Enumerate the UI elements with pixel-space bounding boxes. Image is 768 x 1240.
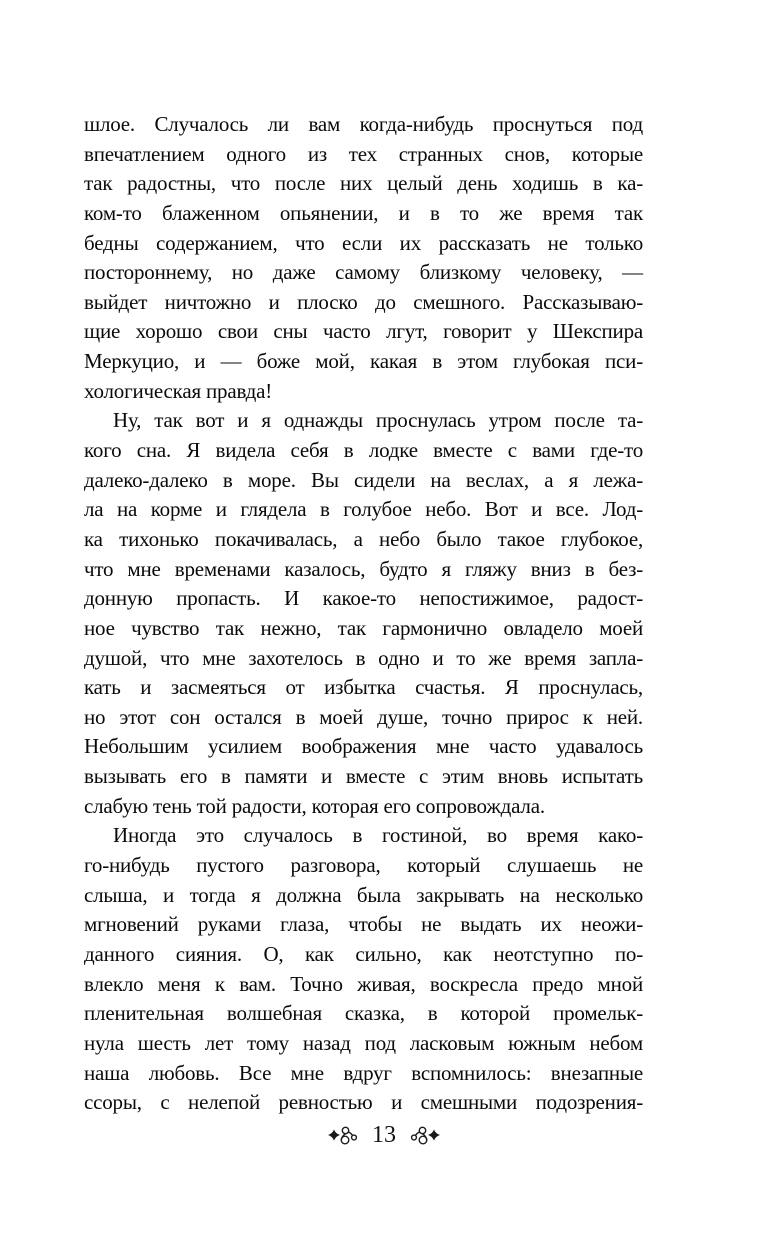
text-line: го-нибудь пустого разговора, который слушаешь не [84, 853, 643, 878]
text-line: бедны содержанием, что если их рассказать не только [84, 230, 643, 255]
page-footer [0, 1118, 768, 1152]
text-line: ссоры, с нелепой ревностью и смешными подозрения- [84, 1090, 643, 1115]
text-line: постороннему, но даже самому близкому человеку, — [84, 260, 643, 285]
text-line: что мне временами казалось, будто я гляжу вниз в без- [84, 556, 643, 581]
text-line: впечатлением одного из тех странных снов, которые [84, 141, 643, 166]
text-line: ка тихонько покачивалась, а небо было такое глубокое, [84, 526, 643, 551]
text-line: влекло меня к вам. Точно живая, воскресла предо мной [84, 971, 643, 996]
text-line: ла на корме и глядела в голубое небо. Вот и все. Лод- [84, 497, 643, 522]
text-line: Меркуцио, и — боже мой, какая в этом глубокая пси- [84, 349, 643, 374]
text-line: Иногда это случалось в гостиной, во время како- [113, 823, 643, 848]
text-line: Небольшим усилием воображения мне часто удавалось [84, 734, 643, 759]
text-line: кого сна. Я видела себя в лодке вместе с вами где-то [84, 438, 643, 463]
text-line: кать и засмеяться от избытка счастья. Я проснулась, [84, 675, 643, 700]
text-line: Ну, так вот и я однажды проснулась утром после та- [113, 408, 643, 433]
text-line: но этот сон остался в моей душе, точно прирос к ней. [84, 704, 643, 729]
text-line: щие хорошо свои сны часто лгут, говорит у Шекспира [84, 319, 643, 344]
text-line: ком-то блаженном опьянении, и в то же время так [84, 200, 643, 225]
paragraph [84, 110, 643, 406]
text-block [84, 110, 643, 1118]
fleuron-left-icon [327, 1123, 361, 1147]
text-line: пленительная волшебная сказка, в которой промельк- [84, 1001, 643, 1026]
text-line: вызывать его в памяти и вместе с этим вновь испытать [84, 764, 643, 789]
text-line: ное чувство так нежно, так гармонично овладело моей [84, 615, 643, 640]
text-line: мгновений руками глаза, чтобы не выдать их неожи- [84, 912, 643, 937]
text-line: слыша, и тогда я должна была закрывать на несколько [84, 882, 643, 907]
page-number: 13 [372, 1122, 396, 1148]
text-line: шлое. Случалось ли вам когда-нибудь проснуться под [84, 112, 643, 136]
text-line: хологическая правда! [84, 378, 273, 403]
text-line: донную пропасть. И какое-то непостижимое, радост- [84, 586, 643, 611]
paragraph [84, 821, 643, 1117]
text-line: выйдет ничтожно и плоско до смешного. Рассказываю- [84, 289, 643, 314]
text-line: далеко-далеко в море. Вы сидели на веслах, а я лежа- [84, 467, 643, 492]
fleuron-right-icon [407, 1123, 441, 1147]
text-line: нула шесть лет тому назад под ласковым южным небом [84, 1030, 643, 1055]
paragraph [84, 406, 643, 821]
text-line: душой, что мне захотелось в одно и то же время запла- [84, 645, 643, 670]
text-line: данного сияния. О, как сильно, как неотступно по- [84, 941, 643, 966]
text-line: наша любовь. Все мне вдруг вспомнилось: внезапные [84, 1060, 643, 1085]
text-line: слабую тень той радости, которая его сопровождала. [84, 793, 545, 818]
text-line: так радостны, что после них целый день ходишь в ка- [84, 171, 643, 196]
